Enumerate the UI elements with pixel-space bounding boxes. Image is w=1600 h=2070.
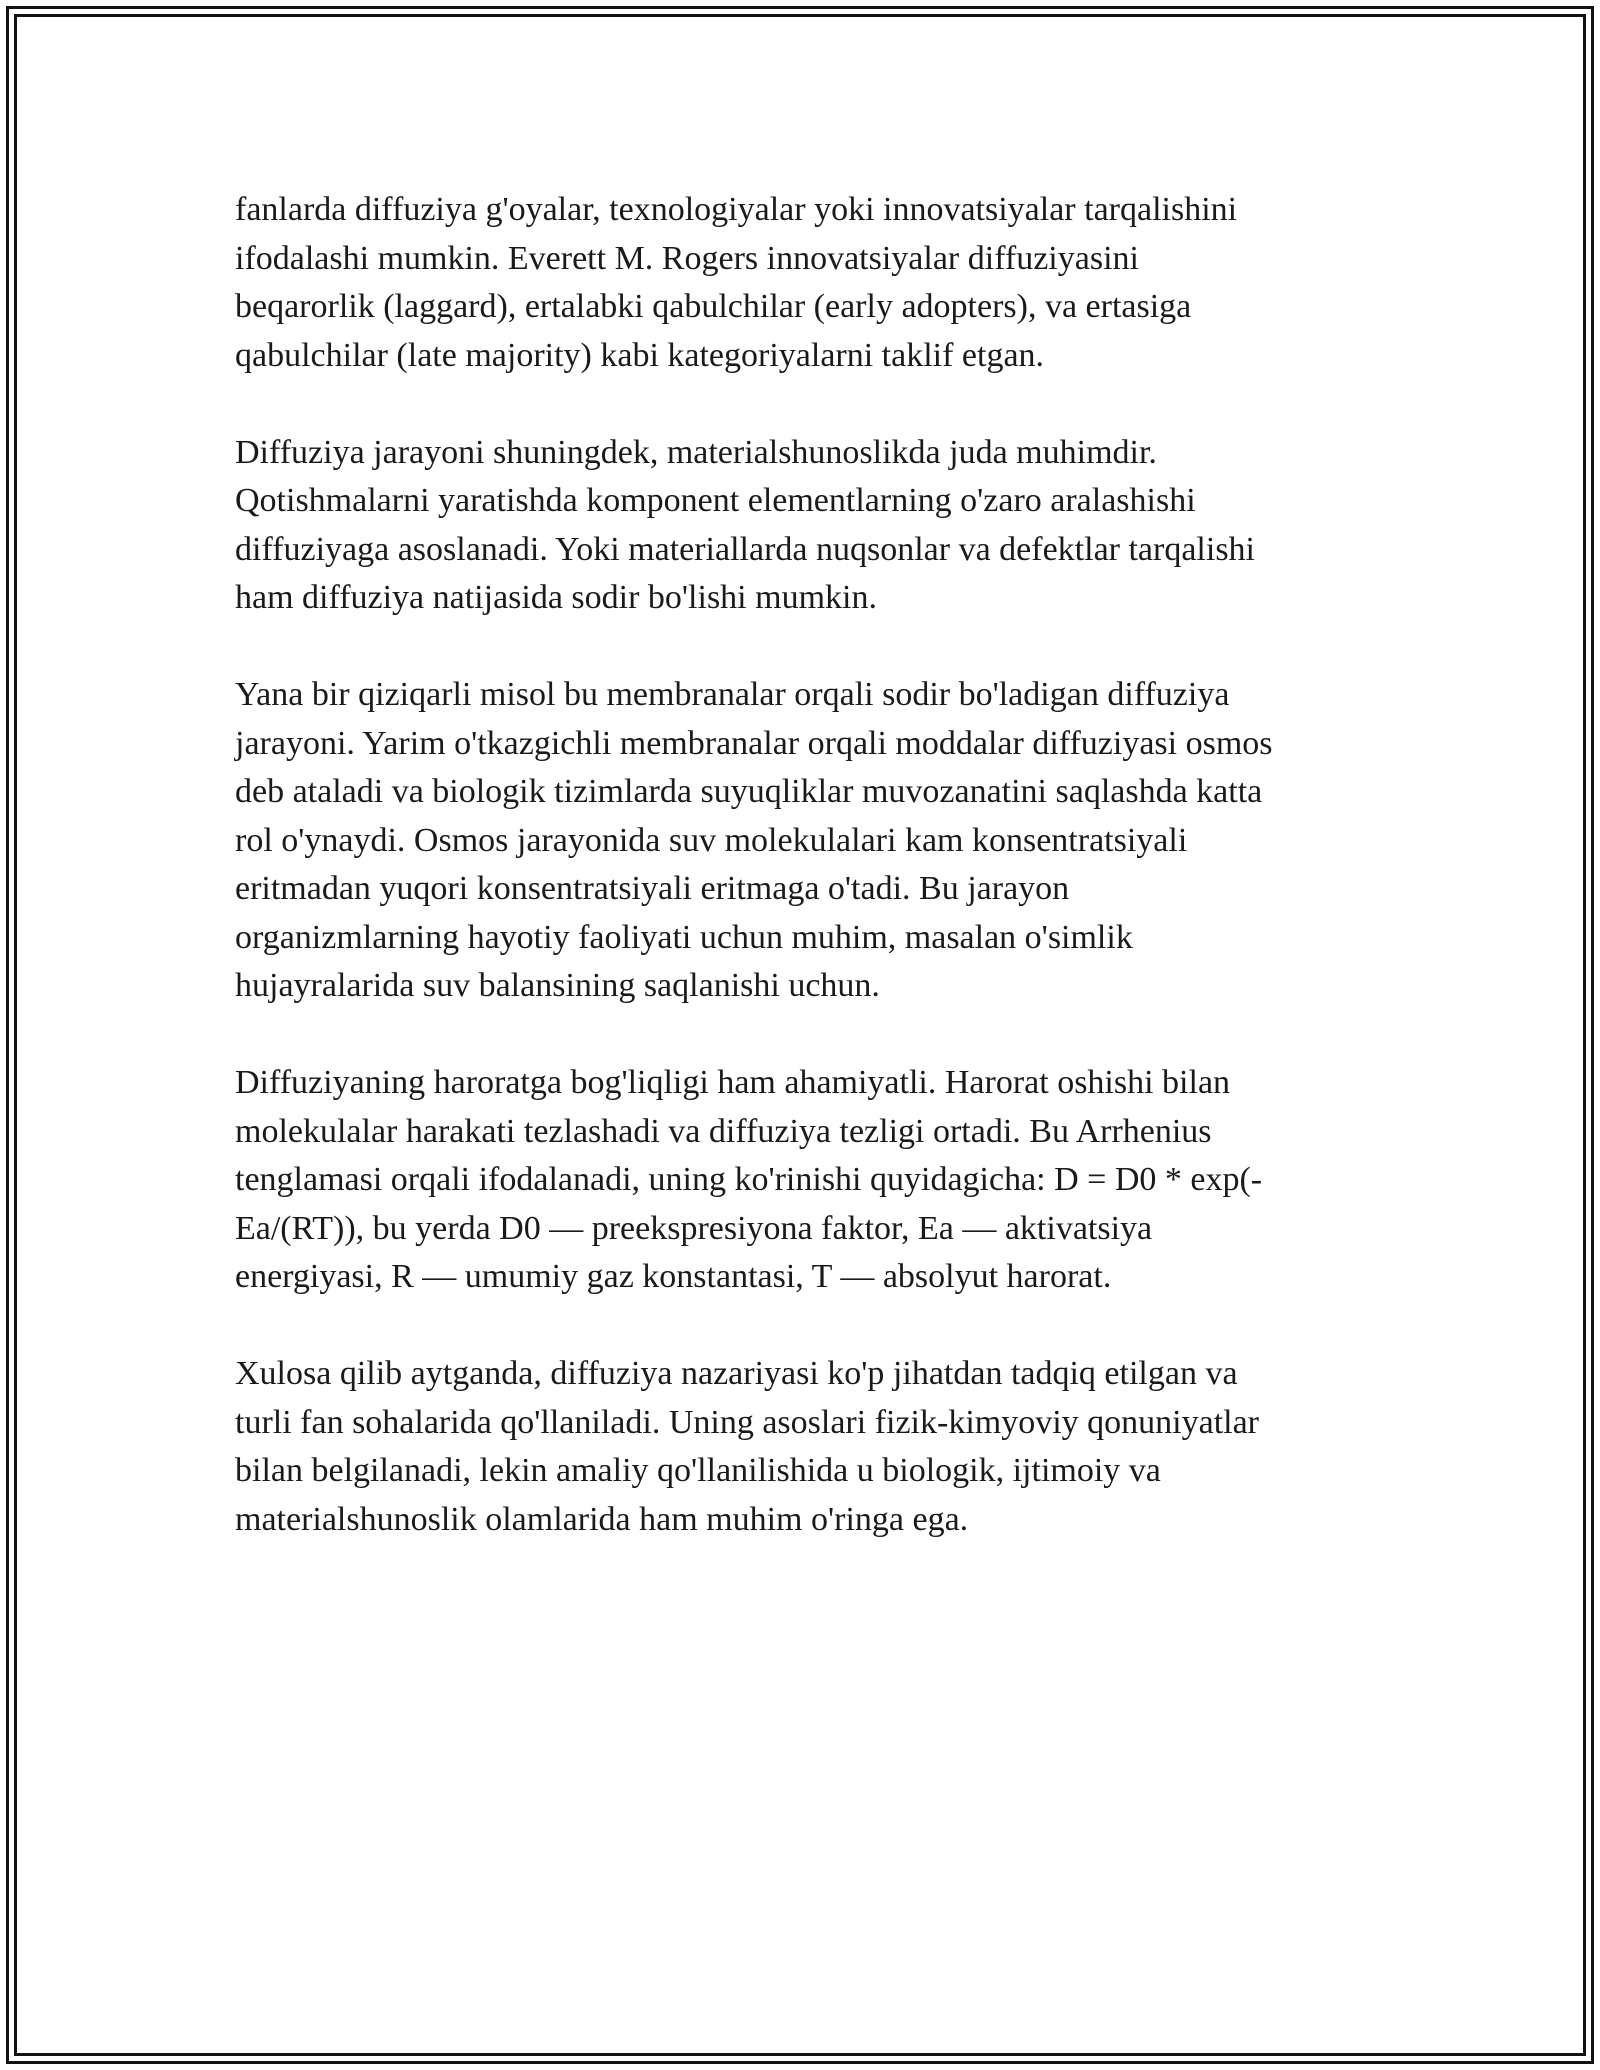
document-body <box>235 186 1365 1593</box>
paragraph-temperature-arrhenius: Diffuziyaning haroratga bog'liqligi ham ahamiyatli. Harorat oshishi bilan molekulalar harakati tezlashadi va diffuziya tezligi ortadi. Bu Arrhenius tenglamasi orqali ifodalanadi, uning ko'rinishi quyidagicha: D = D0 * exp(- Ea/(RT)), bu yerda D0 — preekspresiyona faktor, Ea — aktivatsiya energiyasi, R — umumiy gaz konstantasi, T — absolyut harorat. <box>235 1064 1263 1295</box>
paragraph-conclusion: Xulosa qilib aytganda, diffuziya nazariyasi ko'p jihatdan tadqiq etilgan va turli fan sohalarida qo'llaniladi. Uning asoslari fizik-kimyoviy qonuniyatlar bilan belgilanadi, lekin amaliy qo'llanilishida u biologik, ijtimoiy va materialshunoslik olamlarida ham muhim o'ringa ega. <box>235 1355 1260 1538</box>
paragraph-diffusion-of-innovations: fanlarda diffuziya g'oyalar, texnologiyalar yoki innovatsiyalar tarqalishini ifodalashi mumkin. Everett M. Rogers innovatsiyalar diffuziyasini beqarorlik (laggard), ertalabki qabulchilar (early adopters), va ertasiga qabulchilar (late majority) kabi kategoriyalarni taklif etgan. <box>235 191 1238 374</box>
paragraph-materials-science: Diffuziya jarayoni shuningdek, materialshunoslikda juda muhimdir. Qotishmalarni yaratishda komponent elementlarning o'zaro aralashishi diffuziyaga asoslanadi. Yoki materiallarda nuqsonlar va defektlar tarqalishi ham diffuziya natijasida sodir bo'lishi mumkin. <box>235 433 1255 616</box>
paragraph-membrane-osmosis: Yana bir qiziqarli misol bu membranalar orqali sodir bo'ladigan diffuziya jarayoni. Yarim o'tkazgichli membranalar orqali moddalar diffuziyasi osmos deb ataladi va biologik tizimlarda suyuqliklar muvozanatini saqlashda katta rol o'ynaydi. Osmos jarayonida suv molekulalari kam konsentratsiyali eritmadan yuqori konsentratsiyali eritmaga o'tadi. Bu jarayon organizmlarning hayotiy faoliyati uchun muhim, masalan o'simlik hujayralarida suv balansining saqlanishi uchun. <box>235 676 1273 1004</box>
